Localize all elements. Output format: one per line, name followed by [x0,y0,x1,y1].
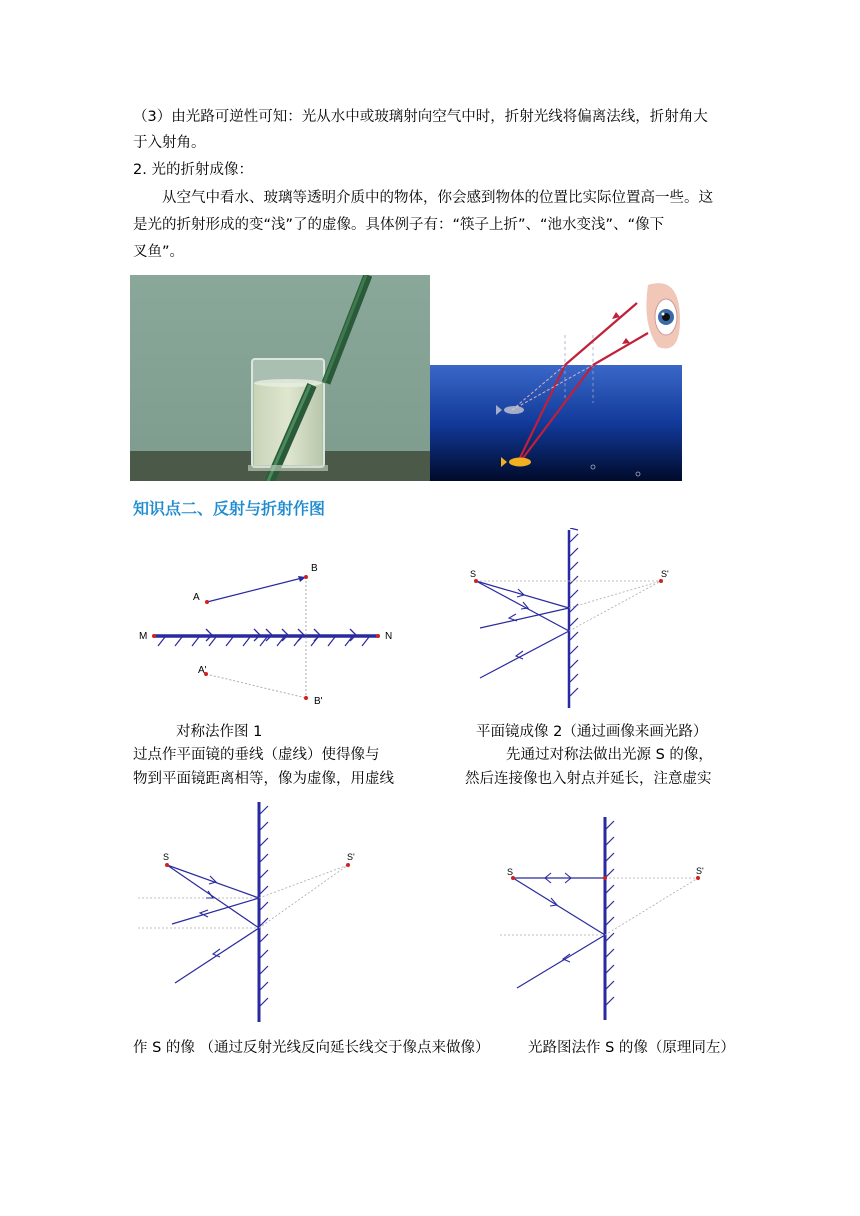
label-b: B [311,563,318,574]
label-n: N [385,631,393,642]
point-s [474,579,478,583]
paragraph-reversibility-line1: （3）由光路可逆性可知：光从水中或玻璃射向空气中时，折射光线将偏离法线，折射角大 [133,109,708,125]
figure-symmetry-method [130,555,420,715]
point-b-image [304,696,308,700]
point-a [205,600,209,604]
point-s-image [696,876,700,880]
point-mirror [603,876,607,880]
label-s: S [470,569,477,579]
label-b-image: B' [314,696,323,707]
label-s-image: S' [347,852,355,862]
point-b [304,575,308,579]
paragraph-imaging-line2: 是光的折射形成的变“浅”了的虚像。具体例子有：“筷子上折”、“池水变浅”、“像下 [133,217,665,233]
image-ab [206,674,306,698]
paragraph-imaging-line1: 从空气中看水、玻璃等透明介质中的物体，你会感到物体的位置比实际位置高一些。这 [162,190,713,206]
paragraph-reversibility-line2: 于入射角。 [133,135,206,151]
mirror-hatching [260,806,268,1006]
point-s [165,863,169,867]
fig1-caption: 对称法作图 1 [176,724,263,740]
label-s: S [163,852,170,862]
object-ab [207,577,306,602]
point-m [152,634,156,638]
point-s-image [659,579,663,583]
section-heading: 知识点二、反射与折射作图 [133,499,326,518]
figure-image-by-extension [130,800,390,1025]
figure-ray-diagram-method [495,815,725,1025]
label-m: M [139,631,148,642]
fish-refraction-illustration [430,275,682,481]
fig2-desc-line1: 先通过对称法做出光源 S 的像， [506,747,713,763]
label-s-image: S' [696,866,704,876]
fig1-desc-line1: 过点作平面镜的垂线（虚线）使得像与 [133,747,380,763]
fig4-caption: 光路图法作 S 的像（原理同左） [528,1040,735,1056]
mirror-hatching [570,534,578,696]
label-a: A [193,592,200,603]
pencil-in-glass-photo [130,275,430,481]
label-s-image: S' [661,569,669,579]
label-s: S [507,867,514,877]
figure-plane-mirror-imaging [460,528,720,713]
paragraph-imaging-line3: 叉鱼”。 [133,244,185,260]
point-s-image [346,863,350,867]
mirror-hatching [606,821,614,1005]
fig3-caption: 作 S 的像 （通过反射光线反向延长线交于像点来做像） [133,1040,490,1056]
point-n [376,634,380,638]
fig2-caption: 平面镜成像 2（通过画像来画光路） [476,724,708,740]
mirror-hatching [158,637,369,646]
fig2-desc-line2: 然后连接像也入射点并延长，注意虚实 [465,771,712,787]
item-title-refraction-imaging: 2. 光的折射成像： [133,162,253,178]
fig1-desc-line2: 物到平面镜距离相等，像为虚像，用虚线 [133,771,394,787]
label-a-image: A' [198,665,207,676]
